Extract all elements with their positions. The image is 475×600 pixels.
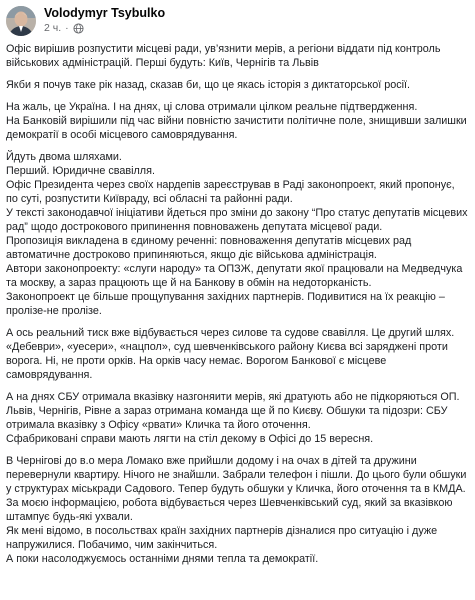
post-line: Сфабриковані справи мають лягти на стіл декому в Офісі до 15 вересня. — [6, 433, 374, 445]
post-line: «Дебеври», «уесери», «нацпол», суд шевченківського району Києва всі заряджені проти ворога. Ні, не проти орків. На орків часу немає. Ворогом Банкової є місцеве самоврядування. — [6, 341, 448, 381]
post-time[interactable]: 2 ч. — [44, 22, 62, 34]
author-name[interactable]: Volodymyr Tsybulko — [44, 6, 166, 20]
post-line: Пропозиція викладена в єдиному реченні: повноваження депутатів місцевих рад автоматичне достроково припиняються, якщо діє військова адміністрація. — [6, 235, 412, 261]
post-meta — [44, 22, 84, 34]
post-line: Законопроект це більше прощупування західних партнерів. Подивитися на їх реакцію – пролізе-не пролізе. — [6, 291, 445, 317]
post-line: На жаль, це Україна. І на днях, ці слова отримали цілком реальне підтвердження. — [6, 101, 418, 113]
post-line: Йдуть двома шляхами. — [6, 151, 122, 163]
post-paragraph — [6, 78, 468, 92]
post-paragraph — [6, 42, 468, 70]
post-line: А ось реальний тиск вже відбувається через силове та судове свавілля. Це другий шлях. — [6, 327, 455, 339]
post-paragraph — [6, 390, 468, 446]
post-line: Автори законопроекту: «слуги народу» та ОПЗЖ, депутати якої працювали на Медведчука та москву, а зараз працюють ще й на Банкову в обмін на недоторканість. — [6, 263, 463, 289]
meta-separator: · — [65, 22, 69, 34]
author-avatar[interactable] — [6, 6, 36, 36]
post-paragraph — [6, 454, 468, 566]
post-line: У тексті законодавчої ініціативи йдеться про зміни до закону “Про статус депутатів місцевих рад” щодо дострокового припинення повноважень депутата місцевої ради. — [6, 207, 468, 233]
post-text — [6, 42, 468, 574]
post-paragraph — [6, 150, 468, 318]
globe-icon[interactable] — [73, 23, 84, 34]
post-line: На Банковій вирішили під час війни повністю зачистити політичне поле, знищивши залишки демократії в особі місцевого самоврядування. — [6, 115, 467, 141]
post-line: А на днях СБУ отримала вказівку назгоняити мерів, які дратують або не підкоряються ОП. — [6, 391, 460, 403]
post-line: Офіс Президента через своїх нардепів зареєстрував в Раді законопроект, який пропонує, по суті, розпустити Київраду, всі обласні та районні ради. — [6, 179, 455, 205]
post-paragraph — [6, 326, 468, 382]
post-paragraph — [6, 100, 468, 142]
post-line: В Чернігові до в.о мера Ломако вже прийшли додому і на очах в дітей та дружини перевернули квартиру. Нічого не знайшли. Забрали телефон і пішли. До цього були обшуки у структурах міськради Садового. Тепер будуть обшуки у Кличка, його оточення та в КМДА. — [6, 455, 467, 495]
post-line: Як мені відомо, в посольствах країн західних партнерів дізналися про ситуацію і дуже напружилися. Побачимо, чим закінчиться. — [6, 525, 438, 551]
post-line: А поки насолоджуємось останніми днями тепла та демократії. — [6, 553, 319, 565]
post-line: Львів, Чернігів, Рівне а зараз отримана команда ще й по Києву. Обшуки та підозри: СБУ отримала вказівку з Офісу «рвати» Кличка та його оточення. — [6, 405, 448, 431]
post-line: Якби я почув таке рік назад, сказав би, що це якась історія з диктаторської росії. — [6, 79, 411, 91]
post-line: Перший. Юридичне свавілля. — [6, 165, 155, 177]
avatar-photo-icon — [6, 6, 36, 36]
post-line: Офіс вирішив розпустити місцеві ради, ув’язнити мерів, а регіони віддати під контроль військових адміністрацій. Перші будуть: Київ, Чернігів та Львів — [6, 43, 441, 69]
post-line: За моєю інформацією, робота відбувається через Шевченківський суд, який за вказівкою штампує будь-які ухвали. — [6, 497, 453, 523]
